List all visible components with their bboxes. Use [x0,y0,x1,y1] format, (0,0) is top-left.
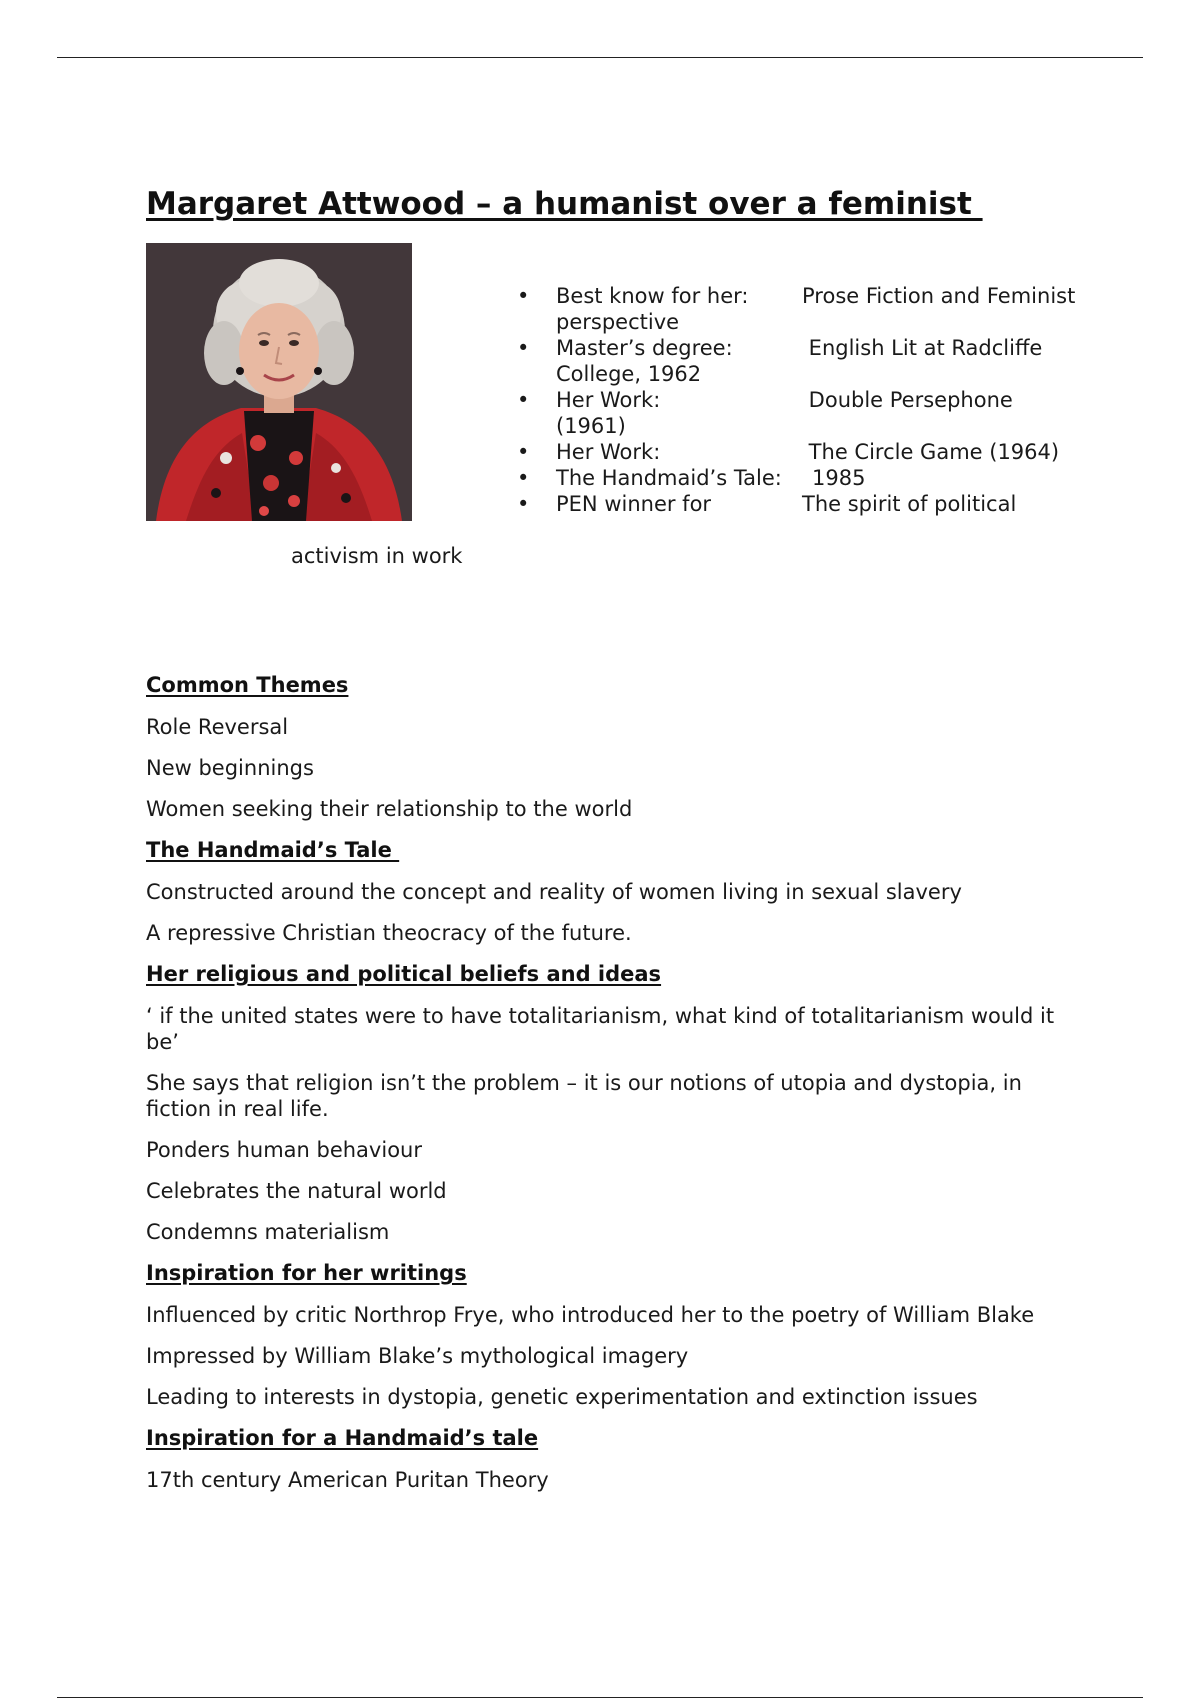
fact-value: The spirit of political [802,492,1017,516]
fact-item [516,335,1076,387]
header-rule [57,57,1143,58]
fact-label: Master’s degree: [556,336,733,360]
paragraph: ‘ if the united states were to have totalitarianism, what kind of totalitarianism would it be’ [146,1004,1055,1054]
fact-item [516,283,1076,335]
paragraph: Condemns materialism [146,1220,390,1244]
paragraph: Impressed by William Blake’s mythological imagery [146,1344,689,1368]
fact-value: Prose Fiction and Feminist perspective [556,284,1076,334]
paragraph: 17th century American Puritan Theory [146,1468,549,1492]
fact-item [516,387,1076,439]
paragraph: Influenced by critic Northrop Frye, who introduced her to the poetry of William Blake [146,1303,1035,1327]
portrait-photo [146,243,412,521]
key-facts-list [516,283,1076,517]
page-title: Margaret Attwood – a humanist over a feminist [146,186,983,222]
fact-item [516,439,1076,465]
section-heading: Inspiration for a Handmaid’s tale [146,1426,539,1450]
fact-continuation: activism in work [291,544,463,568]
fact-item [516,465,1076,491]
paragraph: New beginnings [146,756,314,780]
fact-label: Her Work: [556,388,661,412]
paragraph: Celebrates the natural world [146,1179,447,1203]
portrait-photo-icon [146,243,412,521]
section-heading: Her religious and political beliefs and ideas [146,962,662,986]
fact-value: The Circle Game (1964) [802,440,1060,464]
paragraph: Leading to interests in dystopia, genetic experimentation and extinction issues [146,1385,978,1409]
paragraph: She says that religion isn’t the problem – it is our notions of utopia and dystopia, in fiction in real life. [146,1071,1022,1121]
paragraph: Ponders human behaviour [146,1138,422,1162]
fact-value: Double Persephone (1961) [556,388,1013,438]
paragraph: Constructed around the concept and reality of women living in sexual slavery [146,880,962,904]
section-heading: Inspiration for her writings [146,1261,467,1285]
fact-value: 1985 [812,466,866,490]
footer-rule [57,1697,1143,1698]
paragraph: Role Reversal [146,715,289,739]
fact-label: Her Work: [556,440,661,464]
fact-label: The Handmaid’s Tale: [556,466,782,490]
fact-item [516,491,1076,517]
section-heading: Common Themes [146,673,349,697]
section-heading: The Handmaid’s Tale [146,838,400,862]
paragraph: A repressive Christian theocracy of the future. [146,921,632,945]
paragraph: Women seeking their relationship to the world [146,797,633,821]
fact-label: PEN winner for [556,492,712,516]
fact-label: Best know for her: [556,284,749,308]
fact-value: English Lit at Radcliffe College, 1962 [556,336,1043,386]
document-body [146,672,1066,1508]
